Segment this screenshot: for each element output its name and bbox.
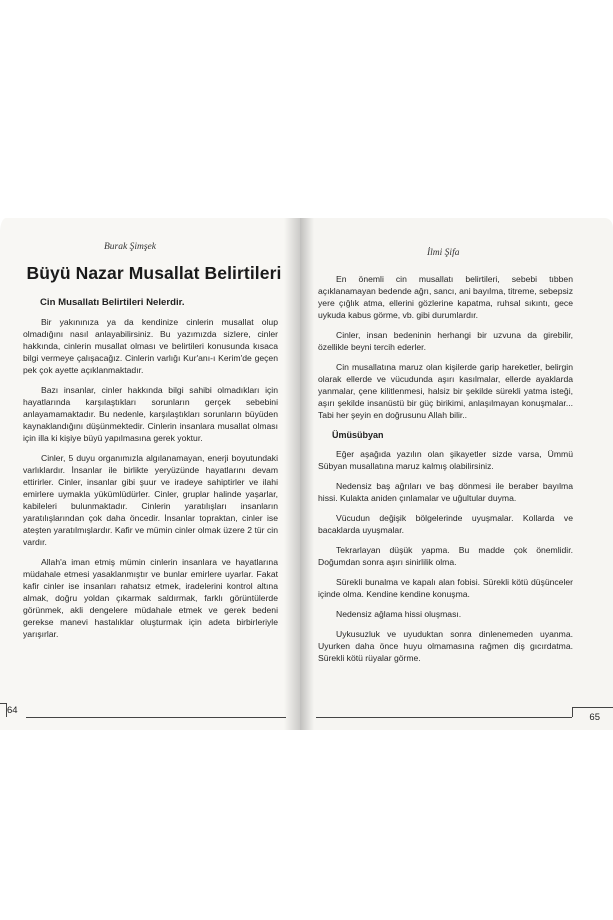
book-spread — [0, 218, 613, 730]
left-page — [0, 218, 300, 730]
paragraph: Nedensiz ağlama hissi oluşması. — [336, 609, 462, 619]
gutter-shadow — [284, 218, 300, 730]
page-number-rule — [572, 707, 613, 708]
paragraph: Cinler, insan bedeninin herhangi bir uzvuna da girebilir, özellikle beyni tercih ederler. — [318, 330, 573, 352]
gutter-shadow — [300, 218, 314, 730]
paragraph: En önemli cin musallatı belirtileri, sebebi tıbben açıklanamayan bedende ağrı, sancı, ani bayılma, titreme, sebepsiz yere çığlık atma, ellerini gözlerine kapatma, ruhsal sıkıntı, gece uykuda kabus görme, vb. gibi durumlardır. — [318, 274, 573, 320]
right-body-text — [318, 273, 573, 672]
left-running-header: Burak Şimşek — [104, 242, 156, 252]
right-page — [300, 218, 613, 730]
paragraph: Bir yakınınıza ya da kendinize cinlerin musallat olup olmadığını nasıl anlayabilirsiniz. Bu yazımızda sizlere, cinler hakkında, cinlerin musallat olması ve belirtileri konusunda kısaca bilgi vermeye çalışacağız. Cinlerin varlığı Kur'anı-ı Kerim'de geçen pek çok ayette açıklanmaktadır. — [23, 317, 278, 375]
left-body-text — [23, 316, 278, 648]
section-heading: Ümüsübyan — [332, 430, 384, 440]
paragraph: Cinler, 5 duyu organımızla algılanamayan, enerji boyutundaki varlıklardır. İnsanlar ile birlikte yeryüzünde hayatlarını devam ettirirler. Cinler, insanlar gibi şuur ve iradeye sahiptirler ve ilahi emirlere uymakla yükümlüdürler. Cinler, gruplar halinde yaşarlar, kabileleri bulunmaktadır. Cinlerin yaratılışları insanların yaratılışlarından çok daha öncedir. İnsanlar topraktan, cinler ise ateşten yaratılmışlardır. Kafir ve mümin cinler olmak üzere 2 tür cin vardır. — [23, 453, 278, 547]
page-number-left: 64 — [7, 705, 18, 716]
page-number-rule — [572, 707, 573, 717]
footer-rule — [26, 717, 286, 718]
page-number-right: 65 — [589, 712, 600, 723]
paragraph: Cin musallatına maruz olan kişilerde garip hareketler, belirgin olarak ellerde ve vücudunda aşırı kasılmalar, ellerde ayaklarda yanmalar, çene kilitlenmesi, halsiz bir şekilde sürekli yatma isteği, aşırı şekilde insanüstü bir güç birikimi, anlaşılmayan konuşmalar... Tabi her şeyin en doğrusunu Allah bilir.. — [318, 362, 573, 420]
paragraph: Vücudun değişik bölgelerinde uyuşmalar. Kollarda ve bacaklarda uyuşmalar. — [318, 513, 573, 535]
paragraph: Bazı insanlar, cinler hakkında bilgi sahibi olmadıkları için hayatlarında karşılaştıkları sorunların gerçek sebebini anlayamamaktadır. Bu nedenle, karşılaştıkları sorunların büyüden kaynaklandığını düşünmektedir. Cinlerin insanlara musallat olması için illa ki kişiye büyü yapılmasına gerek yoktur. — [23, 385, 278, 443]
paragraph: Eğer aşağıda yazılın olan şikayetler sizde varsa, Ümmü Sübyan musallatına maruz kalmış olabilirsiniz. — [318, 449, 573, 471]
right-running-header: İlmi Şifa — [427, 248, 460, 258]
section-subtitle: Cin Musallatı Belirtileri Nelerdir. — [40, 297, 185, 308]
paragraph: Nedensiz baş ağrıları ve baş dönmesi ile beraber bayılma hissi. Kulakta aniden çınlamalar ve uğultular duyma. — [318, 481, 573, 503]
paragraph: Uykusuzluk ve uyuduktan sonra dinlenemeden uyanma. Uyurken daha önce huyu olmamasına rağmen diş gıcırdatma. Sürekli kötü rüyalar görme. — [318, 629, 573, 663]
footer-rule — [316, 717, 572, 718]
paragraph: Sürekli bunalma ve kapalı alan fobisi. Sürekli kötü düşünceler içinde olma. Kendine kendine konuşma. — [318, 577, 573, 599]
paragraph: Allah'a iman etmiş mümin cinlerin insanlara ve hayatlarına müdahale etmesi yasaklanmıştır ve bunlar emirlere uyarlar. Fakat kafir cinler ise insanları rahatsız etmek, iradelerini kontrol altına almak, doğru yoldan çıkarmak saldırmak, farklı görüntülerde görünmek, akli dengelere müdahale etmek ve gerek bedeni gerekse manevi hastalıklar oluşturmak için adeta birbirleriyle yarışırlar. — [23, 557, 278, 639]
chapter-title: Büyü Nazar Musallat Belirtileri — [26, 263, 282, 283]
paragraph: Tekrarlayan düşük yapma. Bu madde çok önemlidir. Doğumdan sonra aşırı sinirlilik olma. — [318, 545, 573, 567]
